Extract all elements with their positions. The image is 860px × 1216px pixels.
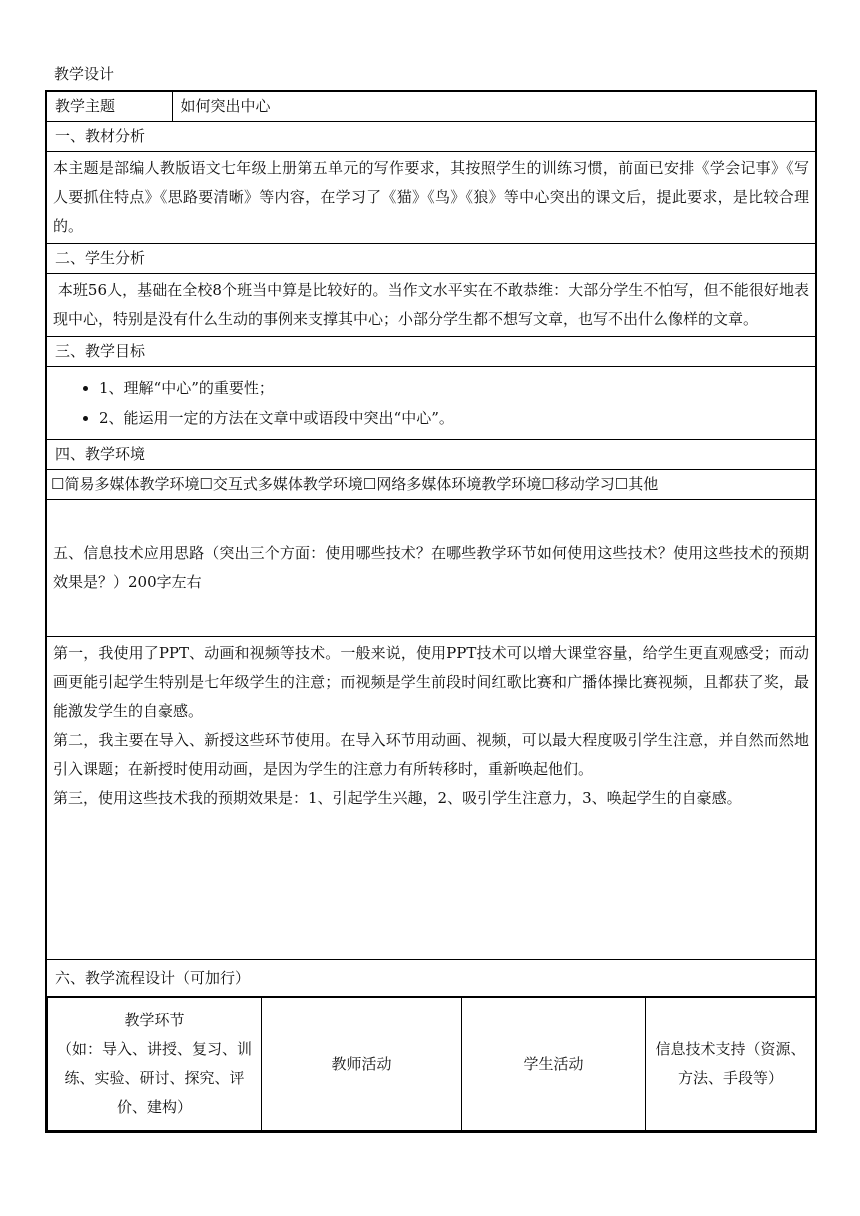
it-paragraph-2: 第二，我主要在导入、新授这些环节使用。在导入环节用动画、视频，可以最大程度吸引学生注意，并自然而然地引入课题；在新授时使用动画，是因为学生的注意力有所转移时，重新唤起他们。 [53, 731, 809, 778]
section-title-environment: 四、教学环境 [46, 440, 816, 470]
flow-col-it-support: 信息技术支持（资源、方法、手段等） [646, 998, 816, 1131]
goals-list [47, 367, 815, 439]
topic-row [46, 91, 816, 122]
goals-cell [46, 367, 816, 440]
flow-col-teacher: 教师活动 [262, 998, 462, 1131]
lesson-plan-table [45, 90, 817, 1133]
goal-item: • 2、能运用一定的方法在文章中或语段中突出“中心”。 [99, 403, 815, 433]
it-application-cell [46, 637, 816, 960]
students-analysis-text: 本班56人，基础在全校8个班当中算是比较好的。当作文水平实在不敢恭维：大部分学生不怕写，但不能很好地表现中心，特别是没有什么生动的事例来支撑其中心；小部分学生都不想写文章，也写不出什么像样的文章。 [46, 274, 816, 337]
section-title-materials: 一、教材分析 [46, 122, 816, 152]
materials-analysis-text: 本主题是部编人教版语文七年级上册第五单元的写作要求，其按照学生的训练习惯，前面已安排《学会记事》《写人要抓住特点》《思路要清晰》等内容，在学习了《猫》《鸟》《狼》等中心突出的课文后，提此要求，是比较合理的。 [46, 152, 816, 244]
flow-col-stage-title: 教学环节 [124, 1011, 185, 1029]
section-title-flow: 六、教学流程设计（可加行） [46, 960, 816, 997]
flow-col-stage-examples: （如：导入、讲授、复习、训练、实验、研讨、探究、评价、建构） [56, 1040, 252, 1116]
flow-header-cell [46, 997, 816, 1133]
flow-col-student: 学生活动 [462, 998, 646, 1131]
section-title-goals: 三、教学目标 [46, 337, 816, 367]
it-paragraph-1: 第一，我使用了PPT、动画和视频等技术。一般来说，使用PPT技术可以增大课堂容量，给学生更直观感受；而动画更能引起学生特别是七年级学生的注意；而视频是学生前段时间红歌比赛和广播体操比赛视频，且都获了奖，最能激发学生的自豪感。 [53, 644, 809, 720]
goal-item: • 1、理解“中心”的重要性； [99, 373, 815, 403]
flow-header-table [47, 997, 815, 1131]
topic-label: 教学主题 [46, 91, 172, 122]
flow-header-row [48, 998, 816, 1131]
it-paragraph-3: 第三，使用这些技术我的预期效果是：1、引起学生兴趣，2、吸引学生注意力，3、唤起学生的自豪感。 [53, 789, 742, 807]
section-title-it-application: 五、信息技术应用思路（突出三个方面：使用哪些技术？在哪些教学环节如何使用这些技术？使用这些技术的预期效果是？）200字左右 [46, 500, 816, 637]
environment-options: ☐简易多媒体教学环境☐交互式多媒体教学环境☐网络多媒体环境教学环境☐移动学习☐其他 [46, 470, 816, 500]
document-title: 教学设计 [54, 65, 115, 83]
topic-value: 如何突出中心 [172, 91, 816, 122]
section-title-students: 二、学生分析 [46, 244, 816, 274]
flow-col-stage [48, 998, 262, 1131]
